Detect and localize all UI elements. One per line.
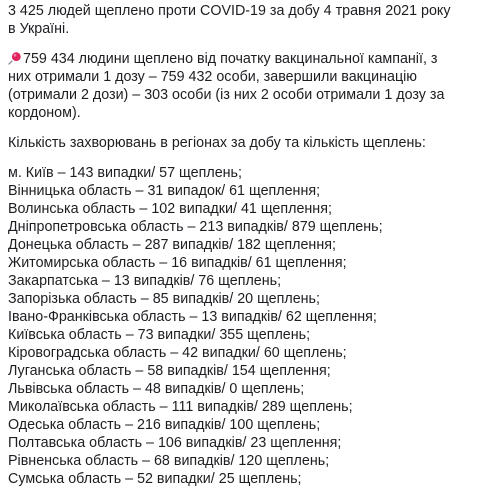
region-line: Київська область – 73 випадки/ 355 щеплень; xyxy=(8,327,311,343)
region-line: Вінницька область – 31 випадок/ 61 щеплення; xyxy=(8,183,321,199)
region-line: Сумська область – 52 випадки/ 25 щеплень; xyxy=(8,471,302,487)
regions-list xyxy=(8,164,474,488)
summary-paragraph xyxy=(8,50,474,122)
intro-line: 3 425 людей щеплено проти COVID-19 за добу 4 травня 2021 року xyxy=(8,3,451,19)
post-body xyxy=(8,2,474,488)
region-line: Дніпропетровська область – 213 випадків/ 879 щеплень; xyxy=(8,219,383,235)
regions-heading xyxy=(8,134,474,152)
region-line: Львівська область – 48 випадків/ 0 щеплень; xyxy=(8,381,305,397)
region-line: Запорізька область – 85 випадків/ 20 щеплень; xyxy=(8,291,320,307)
summary-line: них отримали 1 дозу – 759 432 особи, завершили вакцинацію xyxy=(8,69,418,85)
summary-line-text: 759 434 людини щеплено від початку вакцинальної кампанії, з xyxy=(23,51,438,67)
summary-line: кордоном). xyxy=(8,105,81,121)
region-line: Кіровоградська область – 42 випадки/ 60 щеплень; xyxy=(8,345,347,361)
region-line: Волинська область – 102 випадки/ 41 щеплення; xyxy=(8,201,332,217)
region-line: Миколаївська область – 111 випадків/ 289 щеплень; xyxy=(8,399,353,415)
summary-line: (отримали 2 дози) – 303 особи (із них 2 особи отримали 1 дозу за xyxy=(8,87,445,103)
region-line: Полтавська область – 106 випадків/ 23 щеплення; xyxy=(8,435,342,451)
region-line: Рівненська область – 68 випадків/ 120 щеплень; xyxy=(8,453,330,469)
region-line: Івано-Франківська область – 13 випадків/ 62 щеплення; xyxy=(8,309,377,325)
region-line: Луганська область – 58 випадків/ 154 щеплення; xyxy=(8,363,331,379)
round-pushpin-icon xyxy=(8,51,22,65)
intro-paragraph xyxy=(8,2,474,38)
summary-line xyxy=(8,50,474,68)
regions-heading-line: Кількість захворювань в регіонах за добу та кількість щеплень: xyxy=(8,135,426,151)
region-line: м. Київ – 143 випадки/ 57 щеплень; xyxy=(8,165,242,181)
region-line: Закарпатська – 13 випадків/ 76 щеплень; xyxy=(8,273,282,289)
intro-line: в Україні. xyxy=(8,21,70,37)
region-line: Одеська область – 216 випадків/ 100 щеплень; xyxy=(8,417,321,433)
region-line: Донецька область – 287 випадків/ 182 щеплення; xyxy=(8,237,336,253)
region-line: Житомирська область – 16 випадків/ 61 щеплення; xyxy=(8,255,347,271)
